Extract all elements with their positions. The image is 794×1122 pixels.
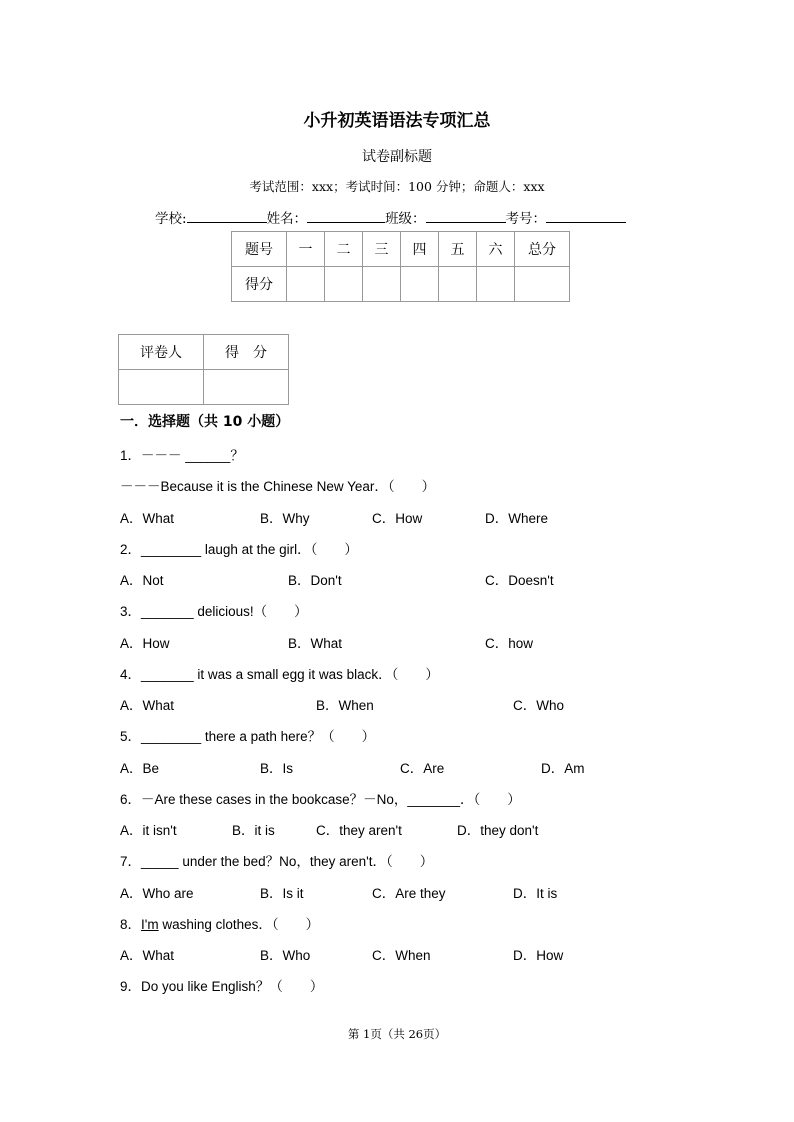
score-cell[interactable] — [515, 267, 570, 302]
question-4-stem — [120, 663, 439, 683]
page-footer: 第 1页（共 26页） — [347, 1027, 447, 1041]
option-b[interactable]: B．Is it — [260, 886, 304, 901]
grader-header-cell: 得 分 — [204, 335, 289, 370]
question-3-stem — [120, 600, 308, 620]
score-value-row — [232, 267, 570, 302]
score-row-label: 得分 — [232, 267, 287, 302]
section-title: 一．选择题（共 10 小题） — [120, 414, 290, 430]
option-b[interactable]: B．When — [316, 698, 374, 713]
option-c[interactable]: C．Doesn't — [485, 573, 554, 588]
question-stem-part: 7． — [120, 854, 142, 869]
option-b[interactable]: B．Why — [260, 511, 310, 526]
option-b[interactable]: B．What — [288, 636, 343, 651]
question-1-stem — [120, 444, 244, 464]
option-d[interactable]: D．How — [513, 948, 564, 963]
option-c[interactable]: C．Who — [513, 698, 565, 713]
option-b[interactable]: B．Don't — [288, 573, 342, 588]
option-d[interactable]: D．Am — [541, 761, 585, 776]
score-table — [231, 231, 570, 302]
question-6-stem — [120, 788, 521, 808]
question-stem-part: 1．－－－ — [120, 448, 186, 463]
score-header-row — [232, 232, 570, 267]
answer-blank: _______ — [141, 604, 194, 619]
option-a[interactable]: A．Be — [120, 761, 160, 776]
question-stem-part: 2． — [120, 542, 142, 557]
option-c[interactable]: C．Are — [400, 761, 445, 776]
number-blank[interactable] — [546, 208, 626, 223]
score-header-cell: 一 — [287, 232, 325, 267]
question-stem-part: 3． — [120, 604, 142, 619]
question-stem-part: it was a small egg it was black．（ ） — [193, 667, 439, 682]
option-b[interactable]: B．Who — [260, 948, 311, 963]
option-a[interactable]: A．Who are — [120, 886, 194, 901]
question-stem-part: 9．Do you like English？（ ） — [120, 979, 324, 994]
grader-header-cell: 评卷人 — [119, 335, 204, 370]
question-stem-part: delicious!（ ） — [193, 604, 308, 619]
question-stem-part: 4． — [120, 667, 142, 682]
grader-value-row — [119, 370, 289, 405]
grader-cell[interactable] — [119, 370, 204, 405]
score-header-cell: 题号 — [232, 232, 287, 267]
answer-blank: ________ — [141, 542, 202, 557]
question-2-stem — [120, 538, 358, 558]
option-a[interactable]: A．Not — [120, 573, 164, 588]
grader-cell[interactable] — [204, 370, 289, 405]
question-stem-part: 5． — [120, 729, 142, 744]
option-c[interactable]: C．When — [372, 948, 431, 963]
option-b[interactable]: B．it is — [232, 823, 275, 838]
score-header-cell: 四 — [401, 232, 439, 267]
exam-info: 考试范围：xxx；考试时间：100 分钟；命题人：xxx — [249, 179, 545, 194]
exam-title: 小升初英语语法专项汇总 — [303, 111, 491, 131]
option-c[interactable]: C．they aren't — [316, 823, 402, 838]
student-info-row — [155, 207, 626, 227]
answer-blank: _______ — [141, 667, 194, 682]
score-header-cell: 五 — [439, 232, 477, 267]
grader-header-row — [119, 335, 289, 370]
option-b[interactable]: B．Is — [260, 761, 294, 776]
question-stem-part: 8． — [120, 917, 142, 932]
name-label: 姓名： — [266, 211, 308, 227]
score-cell[interactable] — [477, 267, 515, 302]
option-c[interactable]: C．how — [485, 636, 534, 651]
name-blank[interactable] — [307, 208, 385, 223]
option-d[interactable]: D．It is — [513, 886, 558, 901]
answer-blank: _______ — [407, 792, 460, 807]
question-stem-part: there a path here？（ ） — [201, 729, 376, 744]
class-label: 班级： — [385, 211, 426, 227]
question-stem-part: ？ — [230, 448, 244, 463]
school-label: 学校: — [155, 211, 187, 227]
score-cell[interactable] — [325, 267, 363, 302]
option-a[interactable]: A．it isn't — [120, 823, 177, 838]
option-a[interactable]: A．What — [120, 948, 175, 963]
answer-blank: ______ — [185, 448, 231, 463]
question-5-stem — [120, 725, 375, 745]
score-header-cell: 总分 — [515, 232, 570, 267]
score-cell[interactable] — [401, 267, 439, 302]
question-7-stem — [120, 850, 433, 870]
question-9-stem — [120, 975, 323, 995]
question-stem-part: washing clothes．（ ） — [158, 917, 320, 932]
school-blank[interactable] — [187, 208, 267, 223]
option-a[interactable]: A．What — [120, 511, 175, 526]
question-stem-part: 6．－Are these cases in the bookcase？－No， — [120, 792, 408, 807]
score-cell[interactable] — [439, 267, 477, 302]
option-d[interactable]: D．Where — [485, 511, 549, 526]
score-cell[interactable] — [363, 267, 401, 302]
exam-subtitle: 试卷副标题 — [362, 149, 432, 165]
answer-blank: _____ — [141, 854, 179, 869]
option-c[interactable]: C．How — [372, 511, 423, 526]
score-header-cell: 六 — [477, 232, 515, 267]
class-blank[interactable] — [426, 208, 506, 223]
question-stem-part: laugh at the girl．（ ） — [201, 542, 358, 557]
question-stem-part: under the bed？No，they aren't．（ ） — [178, 854, 434, 869]
score-cell[interactable] — [287, 267, 325, 302]
option-a[interactable]: A．How — [120, 636, 170, 651]
grader-table — [118, 334, 289, 405]
score-header-cell: 三 — [363, 232, 401, 267]
number-label: 考号： — [505, 211, 547, 227]
score-header-cell: 二 — [325, 232, 363, 267]
underlined-word: I'm — [141, 917, 159, 932]
question-8-stem — [120, 913, 319, 933]
option-a[interactable]: A．What — [120, 698, 175, 713]
option-d[interactable]: D．they don't — [457, 823, 539, 838]
question-stem-part: ．（ ） — [459, 792, 521, 807]
option-c[interactable]: C．Are they — [372, 886, 446, 901]
question-1-answer-line: －－－Because it is the Chinese New Year．（ ） — [120, 479, 436, 494]
answer-blank: ________ — [141, 729, 202, 744]
